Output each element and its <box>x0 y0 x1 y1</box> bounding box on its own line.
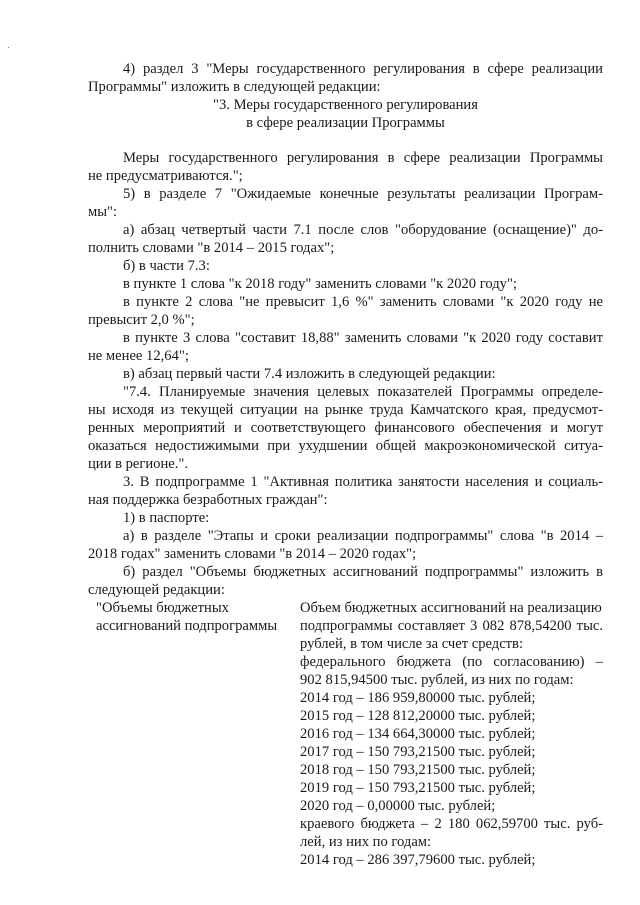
paragraph-line: б) раздел "Объемы бюджетных ассигнований подпрограммы" изложить в <box>123 564 603 580</box>
paragraph-line: "7.4. Планируемые значения целевых показателей Программы определе- <box>123 384 603 400</box>
paragraph-line: в) абзац первый части 7.4 изложить в следующей редакции: <box>123 366 496 382</box>
paragraph-line: 3. В подпрограмме 1 "Активная политика занятости населения и социаль- <box>123 474 603 490</box>
table-right-cell-line: федерального бюджета (по согласованию) – <box>300 654 603 670</box>
paragraph-line: б) в части 7.3: <box>123 258 210 274</box>
paragraph-line: в пункте 2 слова "не превысит 1,6 %" заменить словами "к 2020 году не <box>123 294 603 310</box>
paragraph-line: а) абзац четвертый части 7.1 после слов "оборудование (оснащение)" до- <box>123 222 603 238</box>
paragraph-line: Программы" изложить в следующей редакции: <box>88 79 381 95</box>
table-right-cell-line: 2015 год – 128 812,20000 тыс. рублей; <box>300 708 536 724</box>
table-right-cell-line: рублей, в том числе за счет средств: <box>300 636 524 652</box>
paragraph-line: мы": <box>88 204 118 220</box>
paragraph-line: следующей редакции: <box>88 582 225 598</box>
table-left-cell-line: "Объемы бюджетных <box>96 600 229 616</box>
paragraph-line: ны исходя из текущей ситуации на рынке труда Камчатского края, предусмот- <box>88 402 603 418</box>
paragraph-line: ная поддержка безработных граждан": <box>88 492 328 508</box>
paragraph-line: превысит 2,0 %"; <box>88 312 195 328</box>
table-right-cell-line: Объем бюджетных ассигнований на реализацию <box>300 600 602 616</box>
paragraph-line: полнить словами "в 2014 – 2015 годах"; <box>88 240 335 256</box>
scan-speck <box>8 47 9 48</box>
paragraph-line: 1) в паспорте: <box>123 510 210 526</box>
paragraph-line: ренных мероприятий и соответствующего финансового обеспечения и могут <box>88 420 603 436</box>
paragraph-line: ции в регионе.". <box>88 456 189 472</box>
paragraph-line: 4) раздел 3 "Меры государственного регулирования в сфере реализации <box>123 61 603 77</box>
table-right-cell-line: подпрограммы составляет 3 082 878,54200 тыс. <box>300 618 603 634</box>
paragraph-line: оказаться недостижимыми при ухудшении общей макроэкономической ситуа- <box>88 438 603 454</box>
table-left-cell-line: ассигнований подпрограммы <box>96 618 278 634</box>
paragraph-line: Меры государственного регулирования в сфере реализации Программы <box>123 150 603 166</box>
table-right-cell-line: 2020 год – 0,00000 тыс. рублей; <box>300 798 496 814</box>
section-heading: "3. Меры государственного регулирования <box>213 97 478 113</box>
table-right-cell-line: 2016 год – 134 664,30000 тыс. рублей; <box>300 726 536 742</box>
paragraph-line: 5) в разделе 7 "Ожидаемые конечные результаты реализации Програм- <box>123 186 603 202</box>
paragraph-line: не менее 12,64"; <box>88 348 189 364</box>
table-right-cell-line: 2014 год – 286 397,79600 тыс. рублей; <box>300 852 536 868</box>
table-right-cell-line: 2019 год – 150 793,21500 тыс. рублей; <box>300 780 536 796</box>
paragraph-line: 2018 годах" заменить словами "в 2014 – 2020 годах"; <box>88 546 417 562</box>
table-right-cell-line: 2017 год – 150 793,21500 тыс. рублей; <box>300 744 536 760</box>
table-right-cell-line: 2014 год – 186 959,80000 тыс. рублей; <box>300 690 536 706</box>
paragraph-line: в пункте 3 слова "составит 18,88" заменить словами "к 2020 году составит <box>123 330 603 346</box>
table-right-cell-line: краевого бюджета – 2 180 062,59700 тыс. руб- <box>300 816 603 832</box>
paragraph-line: не предусматриваются."; <box>88 168 243 184</box>
table-right-cell-line: 902 815,94500 тыс. рублей, из них по годам: <box>300 672 574 688</box>
table-right-cell-line: лей, из них по годам: <box>300 834 432 850</box>
paragraph-line: в пункте 1 слова "к 2018 году" заменить словами "к 2020 году"; <box>123 276 517 292</box>
table-right-cell-line: 2018 год – 150 793,21500 тыс. рублей; <box>300 762 536 778</box>
section-heading: в сфере реализации Программы <box>246 115 445 131</box>
paragraph-line: а) в разделе "Этапы и сроки реализации подпрограммы" слова "в 2014 – <box>123 528 603 544</box>
